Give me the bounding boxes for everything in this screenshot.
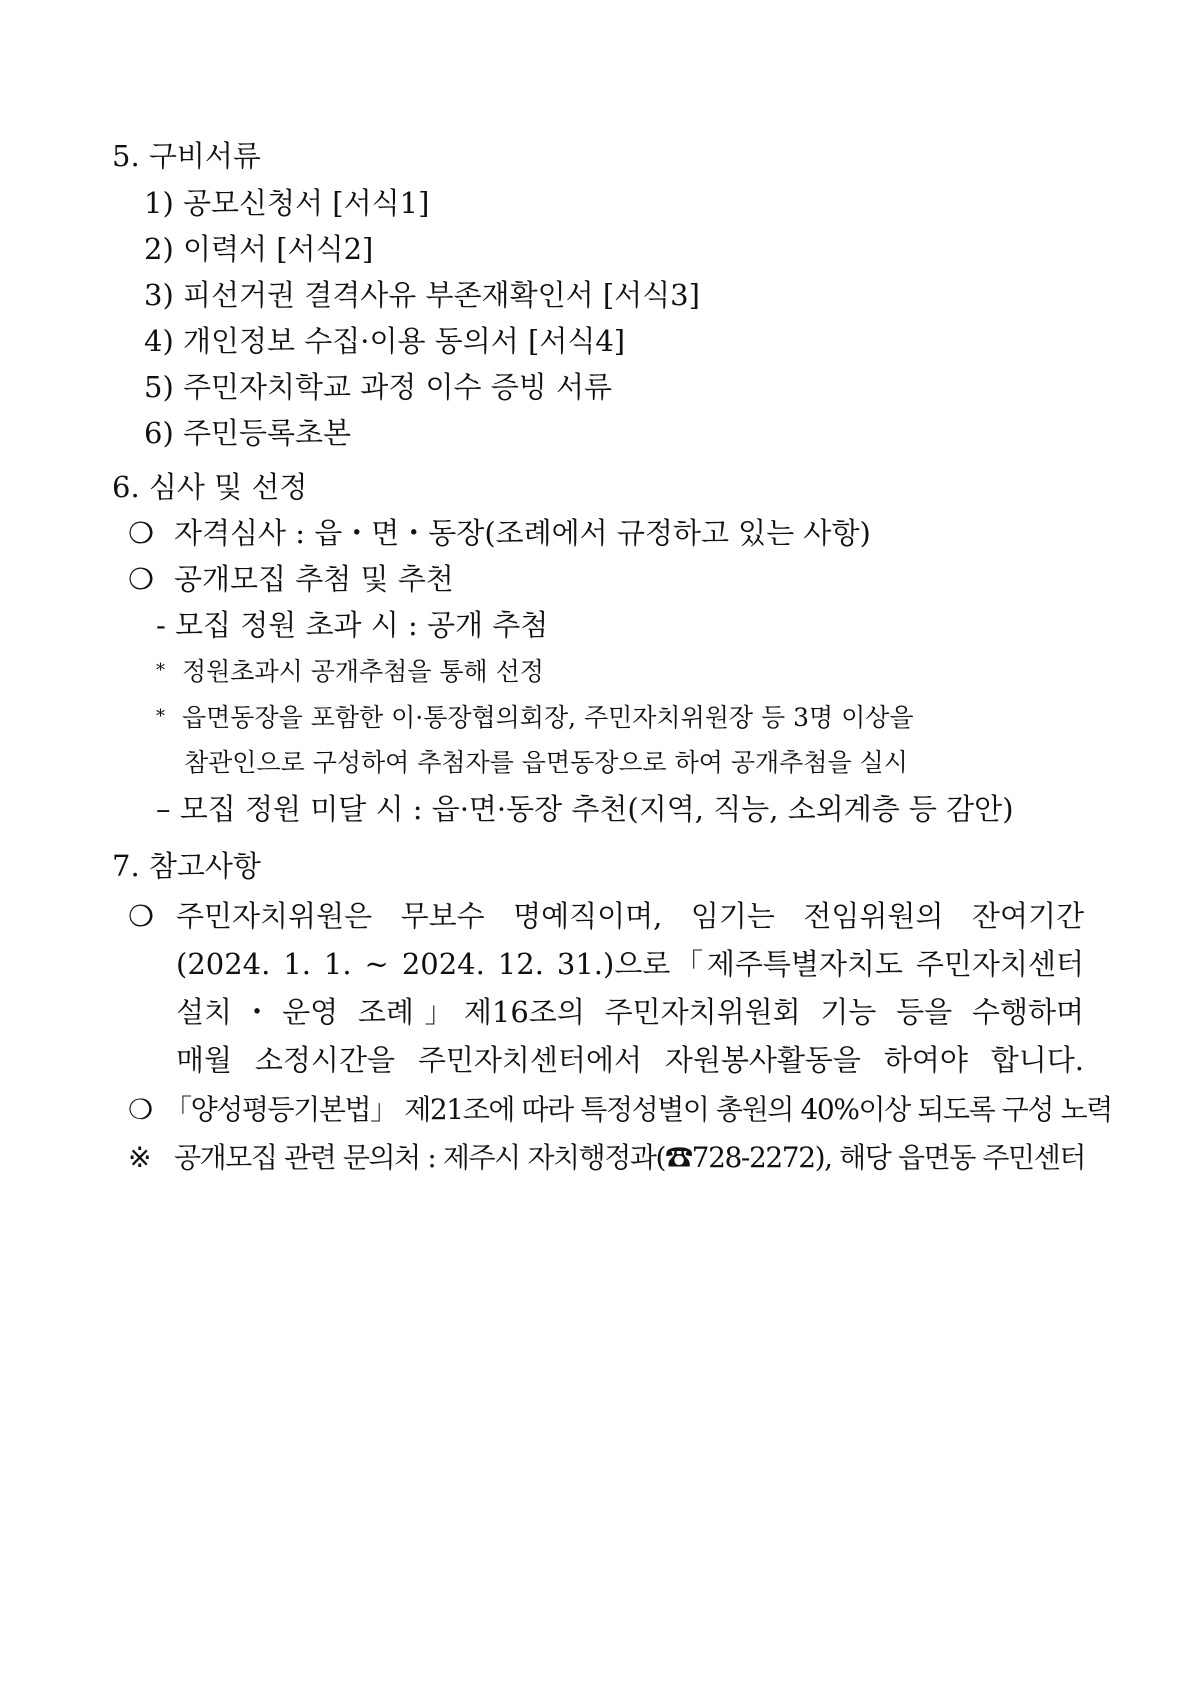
reference-mark-icon: ※ xyxy=(128,1141,151,1174)
asterisk-icon: * xyxy=(156,706,165,727)
over-quota-item: - 모집 정원 초과 시 : 공개 추첨 xyxy=(156,608,549,642)
qualification-text: 자격심사 : 읍・면・동장(조례에서 규정하고 있는 사항) xyxy=(174,516,871,550)
gender-equality-item xyxy=(128,1090,1112,1130)
document-list-item: 2) 이력서 [서식2] xyxy=(144,232,374,266)
qualification-item xyxy=(128,513,871,553)
paragraph-line: 설치・운영 조례」제16조의 주민자치위원회 기능 등을 수행하며 xyxy=(176,995,1084,1029)
public-recruit-text: 공개모집 추첨 및 추천 xyxy=(174,562,454,596)
document-list-item: 6) 주민등록초본 xyxy=(144,416,352,450)
note-continuation: 참관인으로 구성하여 추첨자를 읍면동장으로 하여 공개추첨을 실시 xyxy=(184,748,908,777)
paragraph-line: 주민자치위원은 무보수 명예직이며, 임기는 전임위원의 잔여기간 xyxy=(176,899,1084,933)
note-item xyxy=(156,651,544,692)
document-list-item: 5) 주민자치학교 과정 이수 증빙 서류 xyxy=(144,370,613,404)
section6-heading: 6. 심사 및 선정 xyxy=(112,470,308,504)
contact-text: 공개모집 관련 문의처 : 제주시 자치행정과(☎728-2272), 해당 읍면동 주민센터 xyxy=(174,1141,1085,1174)
paragraph-line: 매월 소정시간을 주민자치센터에서 자원봉사활동을 하여야 합니다. xyxy=(176,1043,1084,1077)
bullet-circle-icon: ❍ xyxy=(128,562,154,596)
note-item xyxy=(156,697,914,738)
bullet-circle-icon: ❍ xyxy=(128,516,154,550)
public-recruit-item xyxy=(128,559,454,599)
document-list-item: 1) 공모신청서 [서식1] xyxy=(144,186,430,220)
contact-item xyxy=(128,1138,1085,1178)
paragraph-line: (2024. 1. 1. ~ 2024. 12. 31.)으로「제주특별자치도 주민자치센터 xyxy=(176,947,1084,981)
bullet-circle-icon: ❍ xyxy=(128,1093,152,1126)
section7-heading: 7. 참고사항 xyxy=(112,849,261,883)
document-list-item: 3) 피선거권 결격사유 부존재확인서 [서식3] xyxy=(144,278,700,312)
document-list-item: 4) 개인정보 수집·이용 동의서 [서식4] xyxy=(144,324,626,358)
bullet-circle-icon: ❍ xyxy=(128,899,154,933)
para-bullet xyxy=(128,896,174,936)
note-text: 읍면동장을 포함한 이·통장협의회장, 주민자치위원장 등 3명 이상을 xyxy=(182,703,914,732)
asterisk-icon: * xyxy=(156,660,165,681)
section5-heading: 5. 구비서류 xyxy=(112,139,261,173)
under-quota-item: – 모집 정원 미달 시 : 읍·면·동장 추천(지역, 직능, 소외계층 등 감안) xyxy=(156,792,1014,826)
gender-equality-text: 「양성평등기본법」 제21조에 따라 특정성별이 총원의 40%이상 되도록 구성 노력 xyxy=(164,1093,1112,1126)
note-text: 정원초과시 공개추첨을 통해 선정 xyxy=(182,657,544,686)
